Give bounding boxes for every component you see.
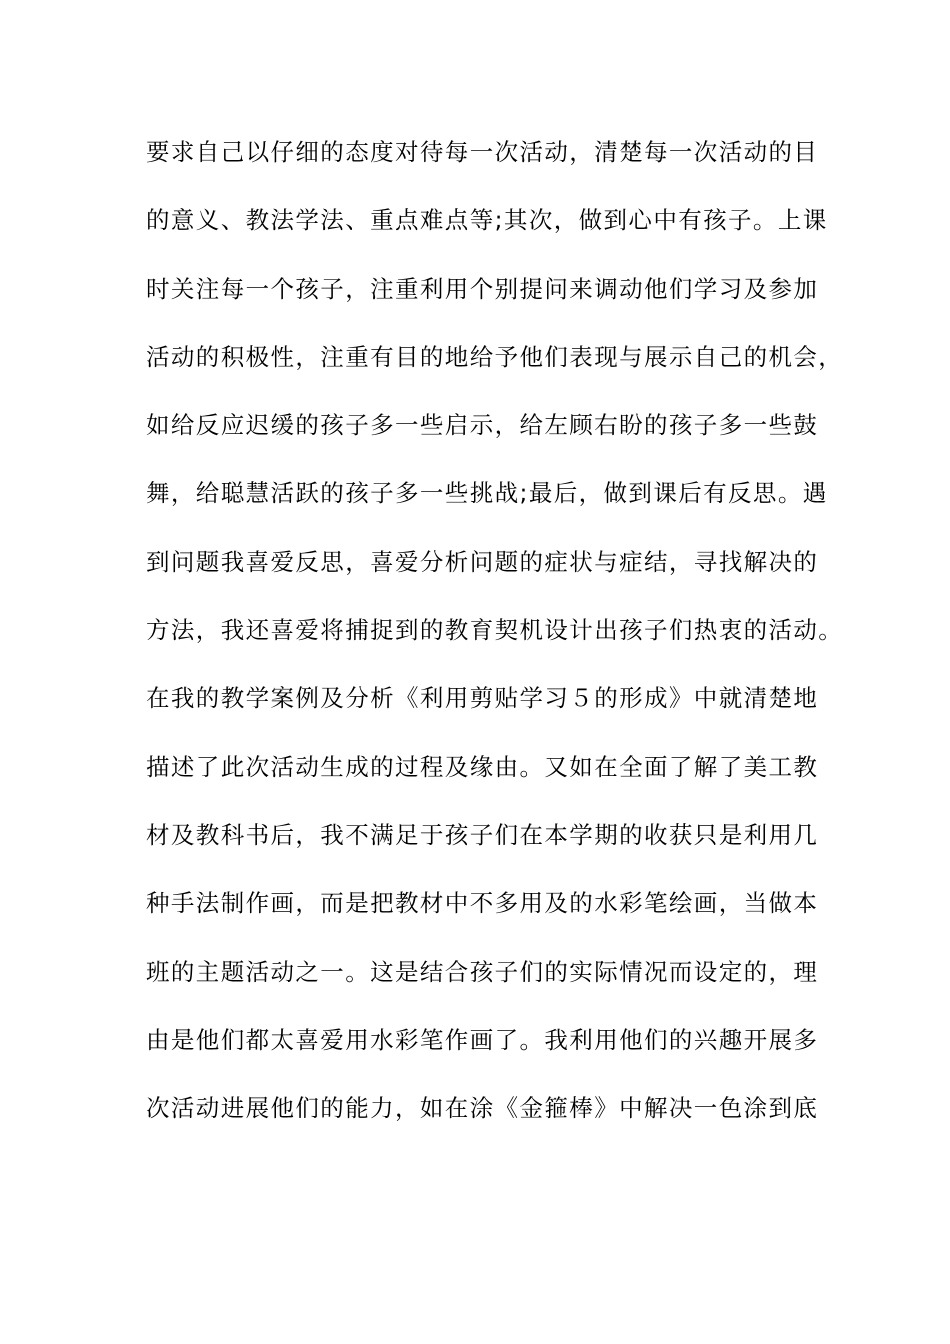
text-line: 班的主题活动之一。这是结合孩子们的实际情况而设定的，理 — [146, 957, 819, 986]
body-paragraph — [146, 128, 844, 1152]
text-line: 要求自己以仔细的态度对待每一次活动，清楚每一次活动的目 — [146, 138, 819, 166]
text-line: 时关注每一个孩子，注重利用个别提问来调动他们学习及参加 — [146, 274, 819, 303]
text-line: 如给反应迟缓的孩子多一些启示，给左顾右盼的孩子多一些鼓 — [146, 411, 819, 440]
text-line: 种手法制作画，而是把教材中不多用及的水彩笔绘画，当做本 — [146, 889, 819, 918]
text-line: 在我的教学案例及分析《利用剪贴学习５的形成》中就清楚地 — [146, 684, 819, 713]
text-line: 次活动进展他们的能力，如在涂《金箍棒》中解决一色涂到底 — [146, 1094, 819, 1123]
text-line: 的意义、教法学法、重点难点等;其次，做到心中有孩子。上课 — [146, 206, 828, 235]
text-line: 材及教科书后，我不满足于孩子们在本学期的收获只是利用几 — [146, 820, 819, 849]
text-line: 活动的积极性，注重有目的地给予他们表现与展示自己的机会， — [146, 342, 844, 371]
text-line: 方法，我还喜爱将捕捉到的教育契机设计出孩子们热衷的活动。 — [146, 616, 844, 645]
text-line: 描述了此次活动生成的过程及缘由。又如在全面了解了美工教 — [146, 752, 819, 781]
text-line: 到问题我喜爱反思，喜爱分析问题的症状与症结，寻找解决的 — [146, 547, 819, 576]
text-line: 舞，给聪慧活跃的孩子多一些挑战;最后，做到课后有反思。遇 — [146, 479, 828, 508]
text-line: 由是他们都太喜爱用水彩笔作画了。我利用他们的兴趣开展多 — [146, 1025, 819, 1054]
